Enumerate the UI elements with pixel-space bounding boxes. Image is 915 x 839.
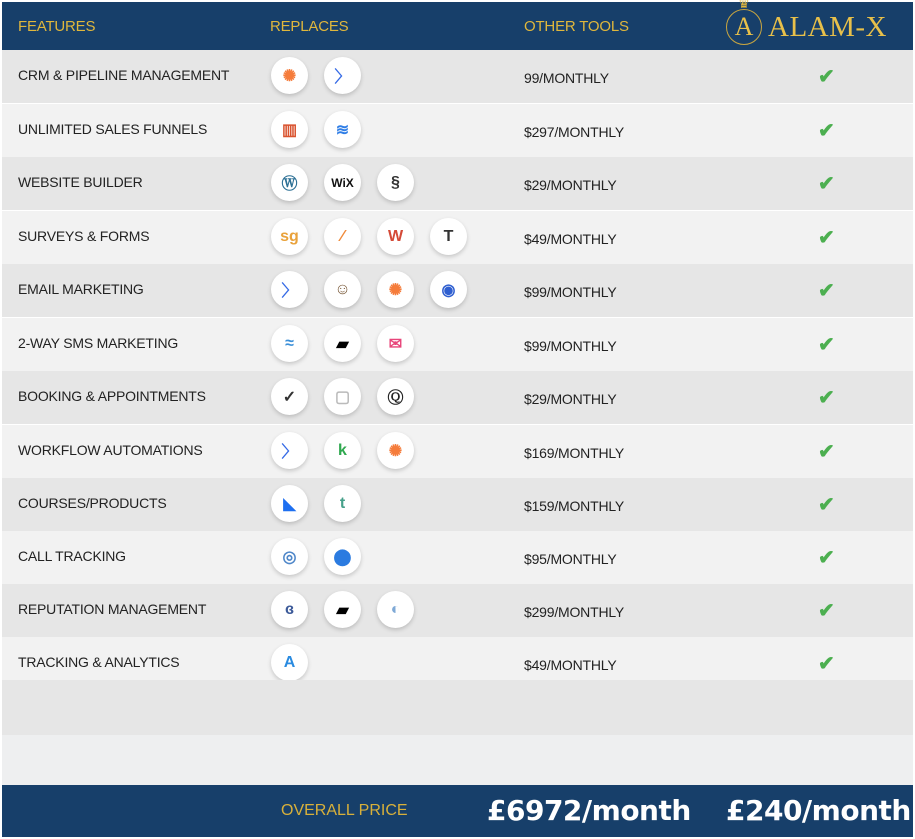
leadpages-icon: ≋ xyxy=(324,111,361,148)
clickfunnels-icon: ▥ xyxy=(271,111,308,148)
other-tool-price: $159/MONTHLY xyxy=(524,498,625,514)
other-tool-price: $29/MONTHLY xyxy=(524,177,617,193)
typeform-icon: T xyxy=(430,218,467,255)
feature-name: EMAIL MARKETING xyxy=(18,281,144,297)
replaced-tools xyxy=(271,111,361,148)
hubspot-icon: ✺ xyxy=(377,271,414,308)
other-tool-price: $99/MONTHLY xyxy=(524,284,617,300)
check-icon: ✔ xyxy=(818,600,835,622)
hubspot-icon: ✺ xyxy=(377,432,414,469)
table-row xyxy=(2,478,913,531)
other-tool-price: $99/MONTHLY xyxy=(524,338,617,354)
other-tool-price: $299/MONTHLY xyxy=(524,604,625,620)
birdeye-icon: ɞ xyxy=(271,591,308,628)
check-icon: ✔ xyxy=(818,334,835,356)
activecampaign-icon: 〉 xyxy=(271,432,308,469)
other-tool-price: $297/MONTHLY xyxy=(524,124,625,140)
table-row xyxy=(2,371,913,424)
calendar-icon: ▢ xyxy=(324,378,361,415)
replaced-tools xyxy=(271,591,414,628)
check-icon: ✔ xyxy=(818,227,835,249)
replaced-tools xyxy=(271,485,361,522)
feature-name: 2-WAY SMS MARKETING xyxy=(18,335,179,351)
activecampaign-icon: 〉 xyxy=(271,271,308,308)
table-row xyxy=(2,157,913,210)
replaced-tools xyxy=(271,644,308,681)
other-tool-price: $49/MONTHLY xyxy=(524,231,617,247)
feature-name: CALL TRACKING xyxy=(18,548,126,564)
replaced-tools xyxy=(271,218,467,255)
check-icon: ✔ xyxy=(818,120,835,142)
feature-name: CRM & PIPELINE MANAGEMENT xyxy=(18,67,230,83)
table-row xyxy=(2,50,913,103)
table-row xyxy=(2,584,913,637)
header-replaces: REPLACES xyxy=(270,18,349,35)
surveygizmo-icon: sg xyxy=(271,218,308,255)
calendly-icon: ✓ xyxy=(271,378,308,415)
keap-icon: k xyxy=(324,432,361,469)
replaced-tools xyxy=(271,432,414,469)
table-row xyxy=(2,211,913,264)
other-tool-price: $169/MONTHLY xyxy=(524,445,625,461)
feature-name: WEBSITE BUILDER xyxy=(18,174,143,190)
table-row xyxy=(2,531,913,584)
squarespace-icon: § xyxy=(377,164,414,201)
formstack-icon: ∕ xyxy=(324,218,361,255)
replaced-tools xyxy=(271,325,414,362)
feature-name: SURVEYS & FORMS xyxy=(18,228,150,244)
table-row xyxy=(2,637,913,680)
other-tool-price: $95/MONTHLY xyxy=(524,551,617,567)
reputation-icon: ◐ xyxy=(377,591,414,628)
feature-name: BOOKING & APPOINTMENTS xyxy=(18,388,206,404)
wordpress-icon: Ⓦ xyxy=(271,164,308,201)
other-tools-total: £6972/month xyxy=(487,794,691,827)
check-icon: ✔ xyxy=(818,441,835,463)
activecampaign-icon: 〉 xyxy=(324,57,361,94)
feature-name: TRACKING & ANALYTICS xyxy=(18,654,180,670)
crown-emblem-icon: ♛ A xyxy=(726,9,762,45)
mailchimp-icon: ☺ xyxy=(324,271,361,308)
empty-row xyxy=(2,735,913,785)
feature-name: COURSES/PRODUCTS xyxy=(18,495,167,511)
analytics-icon: A xyxy=(271,644,308,681)
call-location-icon: ⬤ xyxy=(324,538,361,575)
check-icon: ✔ xyxy=(818,66,835,88)
wix-icon: WiX xyxy=(324,164,361,201)
sms-layers-icon: ≈ xyxy=(271,325,308,362)
table-row xyxy=(2,318,913,371)
wufoo-icon: W xyxy=(377,218,414,255)
brand-name: ALAM-X xyxy=(768,10,887,43)
callrail-icon: ◎ xyxy=(271,538,308,575)
other-tool-price: $29/MONTHLY xyxy=(524,391,617,407)
podium-icon: ▰ xyxy=(324,325,361,362)
check-icon: ✔ xyxy=(818,280,835,302)
replaced-tools xyxy=(271,271,467,308)
footer-totals xyxy=(2,785,913,837)
check-icon: ✔ xyxy=(818,387,835,409)
brand-logo xyxy=(726,6,887,48)
table-row xyxy=(2,104,913,157)
overall-price-label: OVERALL PRICE xyxy=(281,802,408,819)
replaced-tools xyxy=(271,538,361,575)
podium-icon: ▰ xyxy=(324,591,361,628)
feature-name: REPUTATION MANAGEMENT xyxy=(18,601,207,617)
header-features: FEATURES xyxy=(18,18,96,35)
feature-name: WORKFLOW AUTOMATIONS xyxy=(18,442,203,458)
replaced-tools xyxy=(271,378,414,415)
empty-row xyxy=(2,680,913,735)
kajabi-icon: ◣ xyxy=(271,485,308,522)
table-row xyxy=(2,425,913,478)
header-other-tools: OTHER TOOLS xyxy=(524,18,629,35)
check-icon: ✔ xyxy=(818,653,835,675)
table-row xyxy=(2,264,913,317)
brand-total: £240/month xyxy=(726,794,911,827)
hubspot-icon: ✺ xyxy=(271,57,308,94)
replaced-tools xyxy=(271,57,361,94)
replaced-tools xyxy=(271,164,414,201)
constant-contact-icon: ◉ xyxy=(430,271,467,308)
other-tool-price: 99/MONTHLY xyxy=(524,70,609,86)
check-icon: ✔ xyxy=(818,494,835,516)
acuity-icon: Ⓠ xyxy=(377,378,414,415)
check-icon: ✔ xyxy=(818,547,835,569)
check-icon: ✔ xyxy=(818,173,835,195)
email-icon: ✉ xyxy=(377,325,414,362)
feature-name: UNLIMITED SALES FUNNELS xyxy=(18,121,208,137)
teachable-icon: t xyxy=(324,485,361,522)
other-tool-price: $49/MONTHLY xyxy=(524,657,617,673)
table-header xyxy=(2,2,913,50)
